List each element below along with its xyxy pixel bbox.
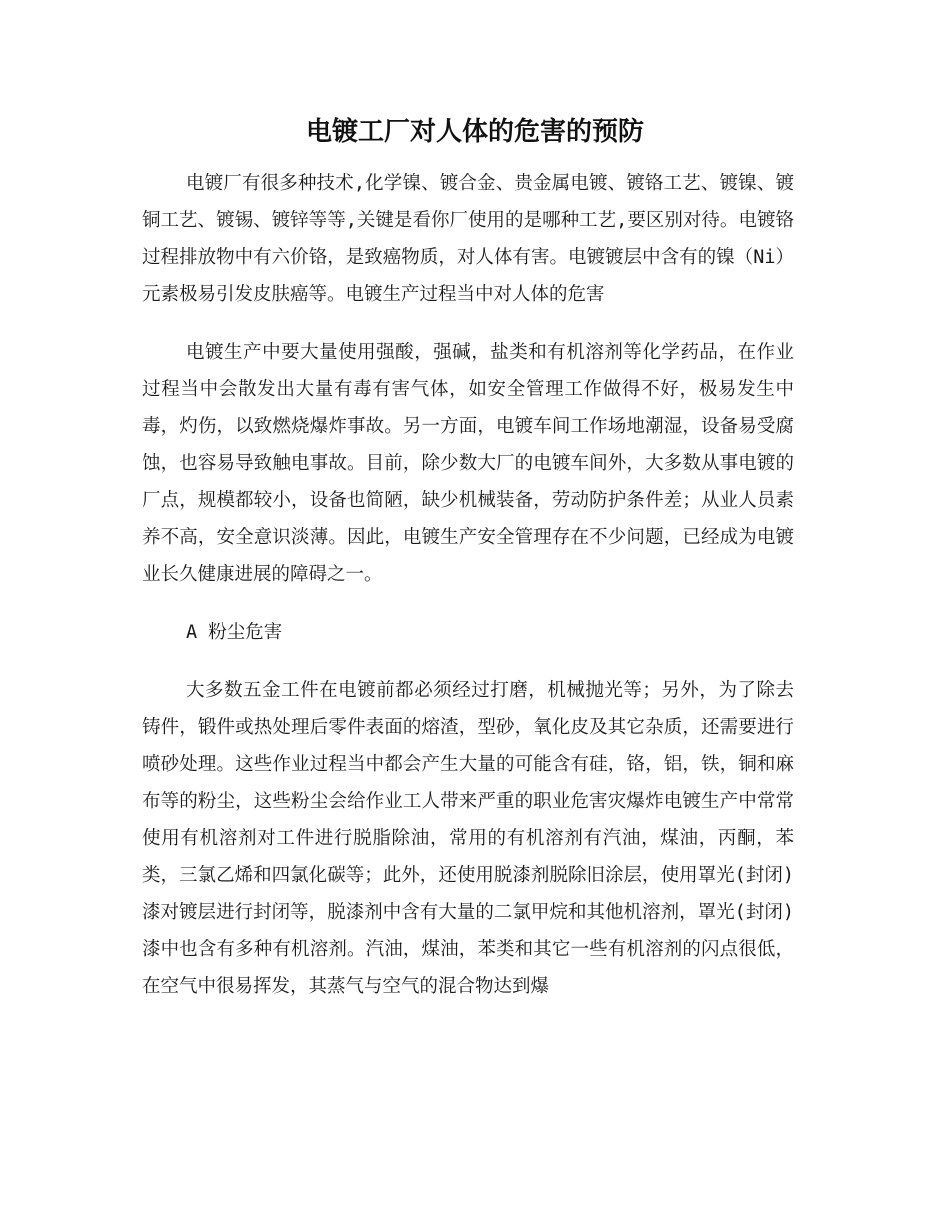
section-heading-dust-hazard: A 粉尘危害	[186, 622, 283, 643]
paragraph-dust-hazard: 大多数五金工件在电镀前都必须经过打磨，机械抛光等；另外，为了除去铸件，锻件或热处理后零件表面的熔渣，型砂，氧化皮及其它杂质，还需要进行喷砂处理。这些作业过程当中都会产生大量的可能含有硅，铬，铝，铁，铜和麻布等的粉尘，这些粉尘会给作业工人带来严重的职业危害灾爆炸电镀生产中常常使用有机溶剂对工件进行脱脂除油，常用的有机溶剂有汽油，煤油，丙酮，苯类，三氯乙烯和四氯化碳等；此外，还使用脱漆剂脱除旧涂层，使用罩光(封闭)漆对镀层进行封闭等，脱漆剂中含有大量的二氯甲烷和其他机溶剂，罩光(封闭)漆中也含有多种有机溶剂。汽油，煤油，苯类和其它一些有机溶剂的闪点很低，在空气中很易挥发，其蒸气与空气的混合物达到爆	[142, 680, 794, 997]
paragraph-chemical-hazards: 电镀生产中要大量使用强酸，强碱，盐类和有机溶剂等化学药品，在作业过程当中会散发出大量有毒有害气体，如安全管理工作做得不好，极易发生中毒，灼伤，以致燃烧爆炸事故。另一方面，电镀车间工作场地潮湿，设备易受腐蚀，也容易导致触电事故。目前，除少数大厂的电镀车间外，大多数从事电镀的厂点，规模都较小，设备也简陋，缺少机械装备，劳动防护条件差；从业人员素养不高，安全意识淡薄。因此，电镀生产安全管理存在不少问题，已经成为电镀业长久健康进展的障碍之一。	[142, 342, 794, 585]
document-title: 电镀工厂对人体的危害的预防	[305, 117, 644, 147]
document-body	[142, 165, 794, 1026]
paragraph-intro: 电镀厂有很多种技术,化学镍、镀合金、贵金属电镀、镀铬工艺、镀镍、镀铜工艺、镀锡、镀锌等等,关键是看你厂使用的是哪种工艺,要区别对待。电镀铬过程排放物中有六价铬，是致癌物质，对人体有害。电镀镀层中含有的镍（Ni）元素极易引发皮肤癌等。电镀生产过程当中对人体的危害	[142, 173, 794, 305]
